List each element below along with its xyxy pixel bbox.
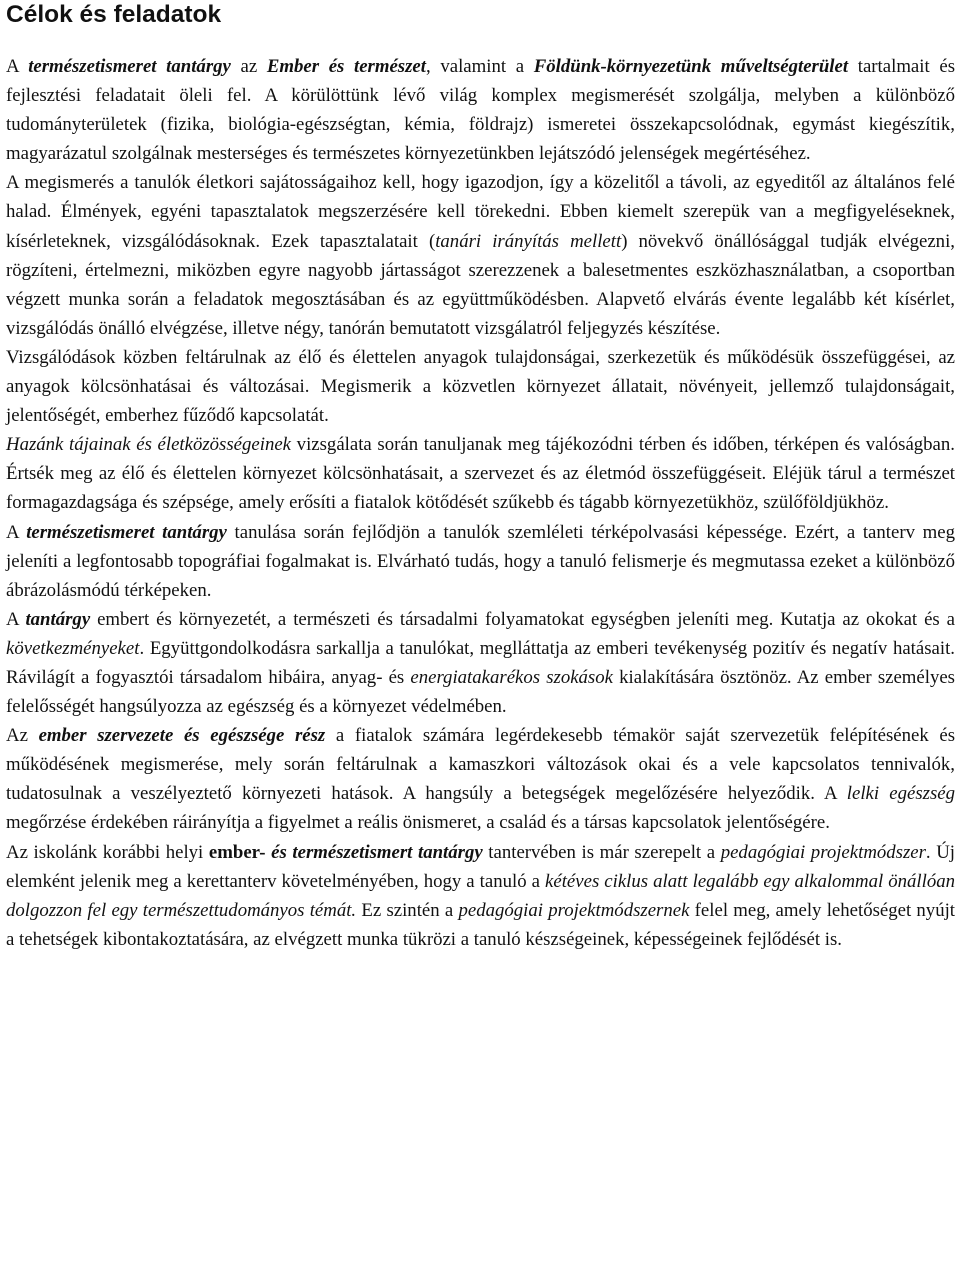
emphasized-text-run: tanári irányítás mellett bbox=[435, 230, 622, 252]
text-run: megőrzése érdekében ráirányítja a figyelmet a reális önismeret, a család és a társas kapcsolatok jelentőségére. bbox=[6, 812, 830, 834]
text-run: Az bbox=[6, 725, 39, 747]
emphasized-text-run: Hazánk tájainak és életközösségeinek bbox=[6, 434, 292, 456]
text-run: felel meg, amely lehetőséget nyújt a tehetségek kibontakoztatására, az elvégzett munka tükrözi a tanuló készségeinek, képességeinek fejlődését is. bbox=[6, 899, 956, 950]
emphasized-text-run: természetismeret tantárgy bbox=[26, 521, 227, 543]
text-run: embert és környezetét, a természeti és társadalmi folyamatokat egységben jeleníti meg. Kutatja az okokat és a bbox=[90, 608, 955, 630]
emphasized-text-run: kétéves ciklus alatt legalább egy alkalommal önállóan dolgozzon fel egy természettudományos témát. bbox=[6, 870, 955, 921]
text-run: . Együttgondolkodásra sarkallja a tanulókat, meglláttatja az emberi tevékenység pozitív és negatív hatásait. Rávilágít a fogyasztói társadalom hibáira, anyag- és bbox=[6, 637, 955, 688]
page-title: Célok és feladatok bbox=[6, 1, 222, 28]
emphasized-text-run: ember- bbox=[208, 841, 266, 863]
text-run: az bbox=[230, 56, 267, 77]
text-run: tartalmait és fejlesztési feladatait öleli fel. A körülöttünk lévő világ komplex megismerését szolgálja, melyben a különböző tudományterületek (fizika, biológia-egészségtan, kémia, földrajz) ismeretei összekapcsolódnak, egymást kiegészítik, magyarázatul szolgálnak mesterséges és természetes környezetünkben lejátszódó jelenségek megértéséhez. bbox=[6, 56, 955, 165]
emphasized-text-run: pedagógiai projektmódszernek bbox=[458, 899, 690, 921]
paragraph bbox=[6, 168, 955, 343]
text-run: a fiatalok számára legérdekesebb témakör saját szervezetük felépítésének és működésének megismerése, mely során feltárulnak a kamaszkori változások okai és a vele kapcsolatos tennivalók, tudatosulnak a veszélyeztető környezeti hatások. A hangsúly a betegségek megelőzésére helyeződik. A bbox=[6, 725, 955, 805]
paragraph bbox=[6, 838, 955, 954]
text-run: A megismerés a tanulók életkori sajátosságaihoz kell, hogy igazodjon, így a közelitől a távoli, az egyeditől az általános felé halad. Élmények, egyéni tapasztalatok megszerzésére kell törekedni. Ebben kiemelt szerepük van a megfigyeléseknek, kísérleteknek, vizsgálódásoknak. Ezek tapasztalatait ( bbox=[6, 172, 955, 252]
emphasized-text-run: pedagógiai projektmódszer bbox=[720, 841, 926, 863]
text-run: A bbox=[6, 56, 29, 77]
paragraph bbox=[6, 343, 955, 430]
paragraph bbox=[6, 605, 955, 721]
text-run: tantervében is már szerepelt a bbox=[482, 841, 721, 863]
text-run: vizsgálata során tanuljanak meg tájékozódni térben és időben, térképen és valóságban. Értsék meg az élő és élettelen környezet kölcsönhatásait, a szervezet és az életmód összefüggéseit. Eléjük tárul a természet formagazdagsága és szépsége, amely erősíti a fiatalok kötődését szűkebb és tágabb környezetükhöz, szülőföldjükhöz. bbox=[6, 434, 955, 514]
text-run: tanulása során fejlődjön a tanulók szemléleti térképolvasási képessége. Ezért, a tanterv meg jeleníti a legfontosabb topográfiai fogalmakat is. Elvárható tudás, hogy a tanuló felismerje és megmutassa ezeket a különböző ábrázolásmódú térképeken. bbox=[6, 521, 955, 601]
emphasized-text-run: következményeket bbox=[6, 637, 140, 659]
emphasized-text-run: lelki egészség bbox=[846, 783, 955, 805]
text-run: . Új elemként jelenik meg a kerettanterv követelményében, hogy a tanuló a bbox=[6, 841, 956, 892]
text-run: Vizsgálódások közben feltárulnak az élő és élettelen anyagok tulajdonságai, szerkezetük és működésük összefüggései, az anyagok kölcsönhatásai és változásai. Megismerik a közvetlen környezet állatait, növényeit, jellemző tulajdonságait, jelentőségét, emberhez fűződő kapcsolatát. bbox=[6, 346, 955, 427]
emphasized-text-run: energiatakarékos szokások bbox=[410, 666, 613, 688]
text-run: Az iskolánk korábbi helyi bbox=[6, 841, 209, 863]
paragraph bbox=[6, 518, 955, 605]
emphasized-text-run: természetismeret tantárgy bbox=[28, 56, 231, 77]
emphasized-text-run: és természetismert tantárgy bbox=[271, 841, 483, 863]
text-run: , valamint a bbox=[425, 56, 534, 77]
document-body bbox=[6, 52, 955, 954]
text-run: A bbox=[6, 521, 27, 543]
text-run: kialakítására ösztönöz. Az ember személyes felelősségét hangsúlyozza az egészség és a környezet védelmében. bbox=[6, 666, 955, 718]
emphasized-text-run: Ember és természet bbox=[266, 56, 426, 77]
emphasized-text-run: Földünk-környezetünk műveltségterület bbox=[533, 56, 849, 77]
text-run: ) növekvő önállósággal tudják elvégezni, rögzíteni, értelmezni, miközben egyre nagyobb jártasságot szerezzenek a balesetmentes eszközhasználatban, a csoportban végzett munka során a feladatok megosztásában és az együttműködésben. Alapvető elvárás évente legalább két kísérlet, vizsgálódás önálló elvégzése, illetve négy, tanórán bemutatott vizsgálatról feljegyzés készítése. bbox=[6, 230, 955, 339]
paragraph bbox=[6, 721, 955, 837]
text-run: A bbox=[6, 608, 26, 630]
paragraph bbox=[6, 52, 955, 168]
emphasized-text-run: tantárgy bbox=[25, 608, 91, 630]
text-run: Ez szintén a bbox=[356, 899, 459, 921]
emphasized-text-run: ember szervezete és egészsége rész bbox=[38, 725, 326, 747]
paragraph bbox=[6, 430, 955, 517]
